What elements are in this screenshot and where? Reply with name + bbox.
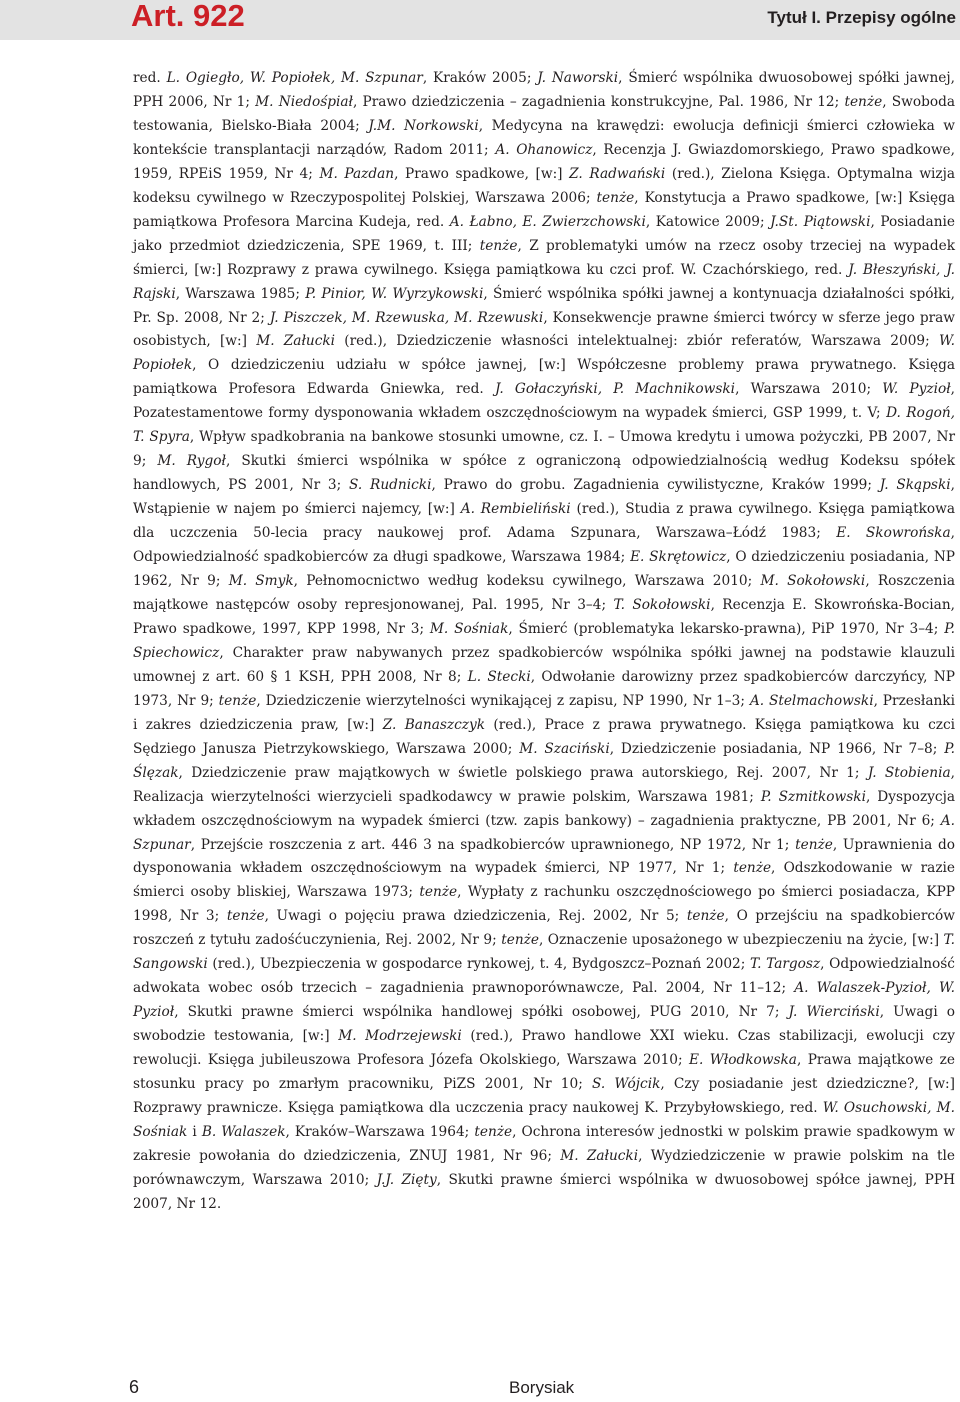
author-reference: M. Załucki xyxy=(256,333,336,350)
citation-text: , Posiadanie jako przedmiot dziedziczenia, SPE 1969, t. III; xyxy=(133,213,955,254)
citation-text: (red.), Dziedziczenie własności intelektualnej: zbiór referatów, Warszawa 2009; xyxy=(335,333,939,350)
chapter-title: Tytuł I. Przepisy ogólne xyxy=(767,8,956,27)
citation-text: , Recenzja J. Gwiazdomorskiego, Prawo spadkowe, 1959, RPEiS 1959, Nr 4; xyxy=(133,141,955,182)
author-reference: L. Ogiegło, W. Popiołek, M. Szpunar xyxy=(166,70,423,86)
author-reference: J.M. Norkowski xyxy=(368,117,479,134)
author-name: Borysiak xyxy=(509,1378,575,1397)
author-reference: tenże xyxy=(218,692,257,709)
author-reference: D. Rogoń, T. Spyra xyxy=(133,405,955,446)
author-reference: tenże xyxy=(596,189,635,206)
citation-text: , Prawo dziedziczenia – zagadnienia konstrukcyjne, Pal. 1986, Nr 12; xyxy=(352,93,845,110)
citation-text: , Śmierć wspólnika dwuosobowej spółki jawnej, PPH 2006, Nr 1; xyxy=(133,70,956,110)
author-reference: tenże xyxy=(419,884,458,901)
citation-text: , Kraków 2005; xyxy=(422,70,538,86)
citation-text: , Odpowiedzialność adwokata wobec osób trzecich – zagadnienia prawnoporównawcze, Pal. 2004, Nr 11–12; xyxy=(133,956,955,997)
citation-text: , Odszkodowanie w razie śmierci osoby bliskiej, Warszawa 1973; xyxy=(133,860,956,901)
citation-text: , Ochrona interesów jednostki w polskim prawie spadkowym w zakresie powołania do dziedziczenia, ZNUJ 1981, Nr 96; xyxy=(133,1123,955,1164)
author-reference: tenże xyxy=(479,237,518,254)
citation-text: , Odpowiedzialność spadkobierców za długi spadkowe, Warszawa 1984; xyxy=(133,525,955,566)
citation-text: , Dyspozycja wkładem oszczędnościowym na wypadek śmierci (tzw. zapis bankowy) – zagadnienia praktyczne, PB 2001, Nr 6; xyxy=(133,788,955,829)
author-reference: M. Pazdan xyxy=(319,165,395,182)
citation-text: , Wstąpienie w najem po śmierci najemcy, [w:] xyxy=(133,477,955,518)
author-reference: E. Skowrońska xyxy=(836,525,951,542)
author-reference: tenże xyxy=(226,908,265,925)
citation-text: , Roszczenia majątkowe następców osoby represjonowanej, Pal. 1995, Nr 3–4; xyxy=(133,573,955,613)
citation-text: , Warszawa 2010; xyxy=(735,381,883,398)
citation-text: , Śmierć wspólnika spółki jawnej a kontynuacja działalności spółki, Pr. Sp. 2008, Nr 2; xyxy=(133,285,955,326)
citation-text: , Skutki śmierci wspólnika w spółce z ograniczoną odpowiedzialnością według Kodeksu spółek handlowych, PS 2001, Nr 3; xyxy=(133,453,955,494)
author-reference: J. Wierciński xyxy=(788,1004,880,1021)
citation-text: , Dziedziczenie posiadania, NP 1966, Nr 7–8; xyxy=(609,740,945,757)
citation-text: , Pozatestamentowe formy dysponowania wkładem oszczędnościowym na wypadek śmierci, GSP 1999, t. V; xyxy=(133,381,955,422)
author-reference: M. Sokołowski xyxy=(760,573,866,590)
author-reference: M. Załucki xyxy=(560,1147,639,1164)
author-reference: A. Ohanowicz xyxy=(495,141,593,158)
author-reference: T. Sangowski xyxy=(133,932,955,973)
citation-text: i xyxy=(187,1123,202,1140)
author-reference: P. Pinior, W. Wyrzykowski xyxy=(305,285,484,302)
author-reference: M. Niedośpiał xyxy=(255,93,353,110)
author-reference: J. Błeszyński, J. Rajski xyxy=(133,261,955,302)
author-reference: E. Skrętowicz xyxy=(630,549,727,566)
citation-text: (red.), Ubezpieczenia w gospodarce rynkowej, t. 4, Bydgoszcz–Poznań 2002; xyxy=(207,956,751,973)
citation-text: , Wydziedziczenie w prawie polskim na tle porównawczym, Warszawa 2010; xyxy=(133,1147,956,1188)
author-reference: W. Osuchowski, M. Sośniak xyxy=(133,1099,956,1140)
author-reference: M. Rygoł xyxy=(157,453,226,470)
author-reference: M. Modrzejewski xyxy=(338,1028,462,1045)
citation-text: , Prawo spadkowe, [w:] xyxy=(394,165,570,182)
author-reference: J. Skąpski xyxy=(879,477,951,494)
author-reference: M. Smyk xyxy=(228,573,294,590)
citation-text: , Z problematyki umów na rzecz osoby trzeciej na wypadek śmierci, [w:] Rozprawy z prawa cywilnego. Księga pamiątkowa ku czci prof. W. Czachórskiego, red. xyxy=(133,237,955,278)
citation-text: , Prawa majątkowe ze stosunku pracy po zmarłym pracowniku, PiZS 2001, Nr 10; xyxy=(133,1052,955,1093)
author-reference: J.St. Piątowski xyxy=(770,213,871,230)
bibliography-text xyxy=(133,67,955,1217)
citation-text: , Realizacja wierzytelności wierzycieli spadkodawcy w prawie polskim, Warszawa 1981; xyxy=(133,764,955,805)
citation-text: , Charakter praw nabywanych przez spadkobierców wspólnika spółki jawnej na podstawie klauzuli umownej z art. 60 § 1 KSH, PPH 2008, Nr 8; xyxy=(133,644,955,685)
author-reference: M. Sośniak xyxy=(429,620,509,637)
author-reference: tenże xyxy=(501,932,539,949)
citation-text: (red.), Prace z prawa prywatnego. Księga pamiątkowa ku czci Sędziego Janusza Pietrzykowskiego, Warszawa 2000; xyxy=(133,716,955,757)
citation-text: , Prawo do grobu. Zagadnienia cywilistyczne, Kraków 1999; xyxy=(431,477,880,494)
citation-text: (red.), Studia z prawa cywilnego. Księga pamiątkowa dla uczczenia 50-lecia pracy naukowej prof. Adama Szpunara, Warszawa–Łódź 1983; xyxy=(133,501,955,542)
author-reference: J. Stobienia xyxy=(867,764,951,781)
author-reference: J. Piszczek, M. Rzewuska, M. Rzewuski xyxy=(269,309,544,326)
author-reference: W. Pyzioł xyxy=(882,381,951,398)
author-reference: tenże xyxy=(474,1123,513,1140)
author-reference: S. Wójcik xyxy=(592,1076,661,1093)
author-reference: L. Stecki xyxy=(467,668,531,685)
author-reference: tenże xyxy=(795,836,833,853)
citation-text: , Dziedziczenie wierzytelności wynikającej z zapisu, NP 1990, Nr 1–3; xyxy=(256,692,750,709)
citation-text: , Przejście roszczenia z art. 446 3 na spadkobierców uprawnionego, NP 1972, Nr 1; xyxy=(190,836,796,853)
author-reference: E. Włodkowska xyxy=(689,1052,797,1069)
citation-text: , Medycyna na krawędzi: ewolucja definicji śmierci człowieka w kontekście transplantacji narządów, Radom 2011; xyxy=(133,117,956,158)
citation-text: , Kraków–Warszawa 1964; xyxy=(285,1123,475,1140)
citation-text: , O przejściu na spadkobierców roszczeń z tytułu zadośćuczynienia, Rej. 2002, Nr 9; xyxy=(133,908,956,949)
author-reference: J. Naworski xyxy=(537,70,619,86)
citation-text: , Czy posiadanie jest dziedziczne?, [w:] Rozprawy prawnicze. Księga pamiątkowa dla uczczenia pracy naukowej K. Przybyłowskiego, red. xyxy=(133,1076,955,1116)
author-reference: Z. Radwański xyxy=(569,165,666,182)
author-reference: A. Łabno, E. Zwierzchowski xyxy=(449,213,646,230)
author-reference: J.J. Zięty xyxy=(376,1171,437,1188)
citation-text: , Odwołanie darowizny przez spadkobierców darczyńcy, NP 1973, Nr 9; xyxy=(133,668,955,709)
author-reference: P. Szmitkowski xyxy=(760,788,866,805)
citation-text: , O dziedziczeniu posiadania, NP 1962, Nr 9; xyxy=(133,549,955,590)
citation-text: , Śmierć (problematyka lekarsko-prawna), PiP 1970, Nr 3–4; xyxy=(508,620,945,637)
author-reference: M. Szaciński xyxy=(519,740,610,757)
citation-text: , Wypłaty z rachunku oszczędnościowego po śmierci posiadacza, KPP 1998, Nr 3; xyxy=(133,884,955,925)
article-number: Art. 922 xyxy=(131,0,245,33)
citation-text: , Katowice 2009; xyxy=(645,213,771,230)
author-reference: A. Walaszek-Pyzioł, W. Pyzioł xyxy=(133,980,955,1021)
citation-text: , Uprawnienia do dysponowania wkładem oszczędnościowym na wypadek śmierci, NP 1977, Nr 1; xyxy=(133,836,955,877)
citation-text: (red.), Prawo handlowe XXI wieku. Czas stabilizacji, ewolucji czy rewolucji. Księga jubileuszowa Profesora Józefa Okolskiego, Warszawa 2010; xyxy=(133,1028,955,1069)
author-reference: A. Stelmachowski xyxy=(749,692,874,709)
citation-text: , Oznaczenie uposażonego w ubezpieczeniu na życie, [w:] xyxy=(538,932,944,949)
citation-text: , Przesłanki i zakres dziedziczenia praw, [w:] xyxy=(133,692,955,733)
citation-text: , O dziedziczeniu udziału w spółce jawnej, [w:] Współczesne problemy prawa prywatnego. Księga pamiątkowa Profesora Edwarda Gniewka, red. xyxy=(133,357,955,398)
author-reference: A. Rembieliński xyxy=(460,501,571,518)
citation-text: red. xyxy=(133,70,167,86)
author-reference: P. Spiechowicz xyxy=(133,620,955,661)
author-reference: S. Rudnicki xyxy=(349,477,432,494)
citation-text: , Warszawa 1985; xyxy=(175,285,306,302)
citation-text: , Uwagi o pojęciu prawa dziedziczenia, Rej. 2002, Nr 5; xyxy=(264,908,687,925)
citation-text: , Swoboda testowania, Bielsko-Biała 2004; xyxy=(133,93,955,134)
citation-text: , Wpływ spadkobrania na bankowe stosunki umowne, cz. I. – Umowa kredytu i umowa pożyczki, PB 2007, Nr 9; xyxy=(133,429,955,470)
author-reference: B. Walaszek xyxy=(201,1123,286,1140)
author-reference: T. Targosz xyxy=(750,956,821,973)
citation-text: , Konstytucja a Prawo spadkowe, [w:] Księga pamiątkowa Profesora Marcina Kudeja, red. xyxy=(133,189,955,230)
author-reference: J. Gołaczyński, P. Machnikowski xyxy=(494,381,736,398)
author-reference: tenże xyxy=(844,93,883,110)
citation-text: , Skutki prawne śmierci wspólnika w dwuosobowej spółce jawnej, PPH 2007, Nr 12. xyxy=(133,1171,956,1212)
author-reference: P. Ślęzak xyxy=(133,740,956,781)
citation-text: , Skutki prawne śmierci wspólnika handlowej spółki osobowej, PUG 2010, Nr 7; xyxy=(174,1004,789,1021)
citation-text: , Konsekwencje prawne śmierci twórcy w sferze jego praw osobistych, [w:] xyxy=(133,309,956,350)
citation-text: , Dziedziczenie praw majątkowych w świetle polskiego prawa autorskiego, Rej. 2007, Nr 1; xyxy=(178,764,868,781)
citation-text: , Recenzja E. Skowrońska-Bocian, Prawo spadkowe, 1997, KPP 1998, Nr 3; xyxy=(133,596,955,637)
author-reference: A. Szpunar xyxy=(133,812,955,853)
author-reference: Z. Banaszczyk xyxy=(382,716,486,733)
author-reference: tenże xyxy=(686,908,725,925)
citation-text: (red.), Zielona Księga. Optymalna wizja kodeksu cywilnego w Rzeczypospolitej Polskiej, Warszawa 2006; xyxy=(133,165,956,206)
citation-text: , Uwagi o swobodzie testowania, [w:] xyxy=(133,1004,955,1045)
page-number: 6 xyxy=(129,1377,140,1397)
citation-text: , Pełnomocnictwo według kodeksu cywilnego, Warszawa 2010; xyxy=(293,573,761,590)
author-reference: T. Sokołowski xyxy=(613,596,711,613)
author-reference: W. Popiołek xyxy=(133,333,955,374)
author-reference: tenże xyxy=(733,860,772,877)
